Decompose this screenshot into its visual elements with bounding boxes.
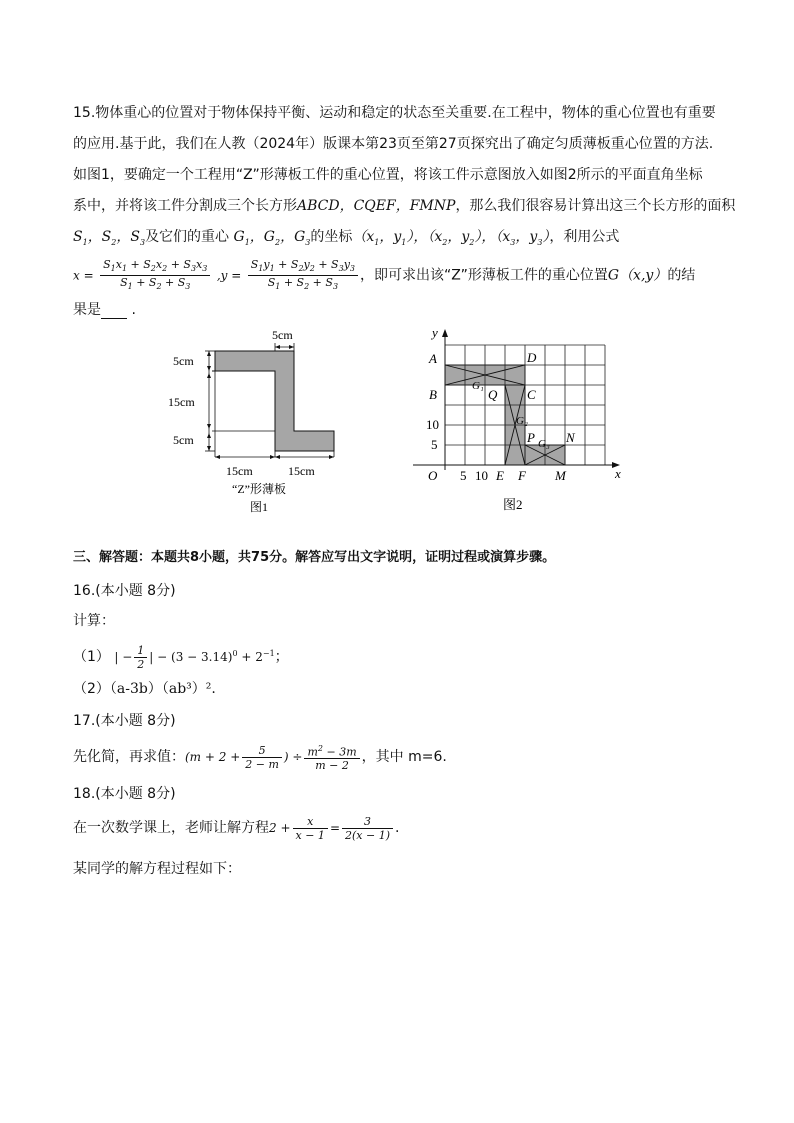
q18-fraction-2: $\frac{3}{2(x - 1)}$ — [342, 815, 393, 842]
q15-coords: （$x_1$，$y_1$），（$x_2$，$y_2$），（$x_3$，$y_3$） — [352, 229, 550, 247]
fig2-axis-x: x — [615, 466, 621, 481]
fig2-pt-f: F — [518, 468, 526, 483]
q16-item-1-end: ； — [274, 649, 289, 665]
fig2-g3: G₃ — [538, 438, 550, 450]
q15-line-4-text-a: 系中，并将该工件分割成三个长方形 — [73, 198, 297, 214]
q16-item-1-expr-b: | − $(3 - 3.14)^0 + 2^{-1}$ — [149, 649, 275, 664]
q18-expr-a: 2 + — [269, 821, 291, 835]
section-3-heading: 三、解答题：本题共8小题，共75分。解答应写出文字说明，证明过程或演算步骤。 — [73, 550, 556, 565]
formula-y-fraction: $\frac{S_1y_1 + S_2y_2 + S_3y_3}{S_1 + S_2 + S_3}$ — [248, 258, 358, 293]
fig2-pt-m: M — [555, 468, 566, 483]
y-axis-arrow — [442, 329, 448, 337]
fig1-dim-left-2: 15cm — [168, 395, 195, 409]
fig1-dim-left-1: 5cm — [173, 354, 194, 368]
q16-item-1 — [73, 639, 289, 672]
fig2-pt-n: N — [566, 430, 575, 445]
q16-prompt: 计算： — [73, 613, 115, 629]
q15-line-4-text-b: ，那么我们很容易计算出这三个长方形的面积 — [455, 198, 736, 214]
q16-half: $\frac{1}{2}$ — [134, 644, 147, 671]
q18-line-2: 某同学的解方程过程如下： — [73, 861, 241, 877]
q18-prompt: 在一次数学课上，老师让解方程 — [73, 820, 269, 836]
fig1-dim-bottom-2: 15cm — [288, 464, 315, 478]
q18-equation-line — [73, 811, 399, 845]
q17-expr-b: ) ÷ — [283, 750, 303, 764]
fig2-g1: G₁ — [472, 380, 484, 392]
q17-expr-a: (m + 2 + — [185, 750, 241, 764]
q15-line-5 — [73, 228, 619, 252]
fig2-tick-y-5: 5 — [431, 437, 438, 452]
q15-line-6-text: ，即可求出该“Z”形薄板工件的重心位置 — [360, 267, 608, 284]
q15-centroids: $G_1$，$G_2$，$G_3$ — [233, 229, 311, 247]
q17-title: 17.(本小题 8分) — [73, 713, 176, 729]
fig2-tick-x-5: 5 — [460, 468, 467, 483]
q16-title: 16.(本小题 8分) — [73, 583, 176, 599]
formula-x-var: x = — [73, 268, 94, 283]
q15-line-5-text-b: 的坐标 — [310, 229, 353, 245]
q15-line-5-text-a: 及它们的重心 — [145, 229, 230, 245]
q16-item-1-expr-a: | − — [114, 650, 133, 664]
q15-line-7-end: . — [131, 302, 136, 318]
q16-item-2 — [73, 680, 216, 698]
q18-fraction-1: $\frac{x}{x - 1}$ — [293, 815, 328, 842]
q15-line-6-end: 的结 — [667, 267, 696, 284]
figure-2 — [408, 325, 628, 515]
formula-y-var: ,y = — [216, 268, 242, 283]
q16-item-1-label: （1） — [73, 649, 110, 665]
fig1-caption: 图1 — [250, 500, 269, 514]
q15-line-7 — [73, 301, 136, 319]
fig2-tick-x-10: 10 — [475, 468, 488, 483]
q17-fraction-1: $\frac{5}{2 - m}$ — [242, 744, 282, 771]
q15-formula-line — [73, 258, 695, 293]
q18-tail: . — [395, 820, 400, 836]
formula-x-fraction: $\frac{S_1x_1 + S_2x_2 + S_3x_3}{S_1 + S_2 + S_3}$ — [100, 258, 210, 293]
q17-prompt: 先化简，再求值： — [73, 749, 185, 765]
fig1-dim-left-3: 5cm — [173, 433, 194, 447]
fig2-pt-e: E — [496, 468, 504, 483]
grid — [445, 345, 605, 465]
q15-line-3: 如图1，要确定一个工程用“Z”形薄板工件的重心位置，将该工件示意图放入如图2所示的平面直角坐标 — [73, 167, 703, 183]
q15-point-g: G（x,y） — [607, 267, 668, 284]
q15-line-2: 的应用.基于此，我们在人教（2024年）版课本第23页至第27页探究出了确定匀质薄板重心位置的方法. — [73, 136, 714, 152]
fig2-pt-c: C — [527, 387, 536, 402]
fig2-caption: 图2 — [503, 497, 523, 512]
q15-areas: $S_1$，$S_2$，$S_3$ — [73, 229, 146, 247]
fig1-dim-top: 5cm — [272, 328, 293, 342]
q17-tail: ，其中 m=6. — [361, 749, 447, 765]
fig2-tick-y-10: 10 — [426, 417, 439, 432]
q18-equals: = — [329, 821, 340, 835]
q15-rect-names: ABCD，CQEF，FMNP — [297, 198, 456, 214]
fig1-label: “Z”形薄板 — [232, 482, 286, 496]
q15-line-7-text: 果是 — [73, 302, 101, 318]
q18-title: 18.(本小题 8分) — [73, 786, 176, 802]
fig2-origin: O — [428, 468, 438, 483]
q16-item-2-expr: （a-3b）（ab³）². — [109, 681, 216, 697]
fig2-g2: G₂ — [516, 415, 528, 427]
figure-1 — [160, 325, 360, 515]
fig2-axis-y: y — [432, 325, 438, 340]
q15-line-5-text-c: ，利用公式 — [549, 229, 620, 245]
fig2-pt-d: D — [527, 350, 537, 365]
fig2-pt-q: Q — [488, 387, 498, 402]
fig2-pt-b: B — [429, 387, 437, 402]
q15-line-1: 15.物体重心的位置对于物体保持平衡、运动和稳定的状态至关重要.在工程中，物体的重心位置也有重要 — [73, 105, 716, 121]
fig2-pt-a: A — [429, 351, 437, 366]
z-shape — [215, 351, 334, 451]
q16-item-2-label: （2） — [73, 681, 110, 697]
q17-fraction-2: $\frac{m^2 - 3m}{m - 2}$ — [304, 742, 359, 773]
answer-blank[interactable] — [101, 304, 127, 319]
q15-line-4 — [73, 197, 735, 215]
q17-expression-line — [73, 740, 447, 774]
fig2-pt-p: P — [527, 430, 535, 445]
fig1-dim-bottom-1: 15cm — [226, 464, 253, 478]
